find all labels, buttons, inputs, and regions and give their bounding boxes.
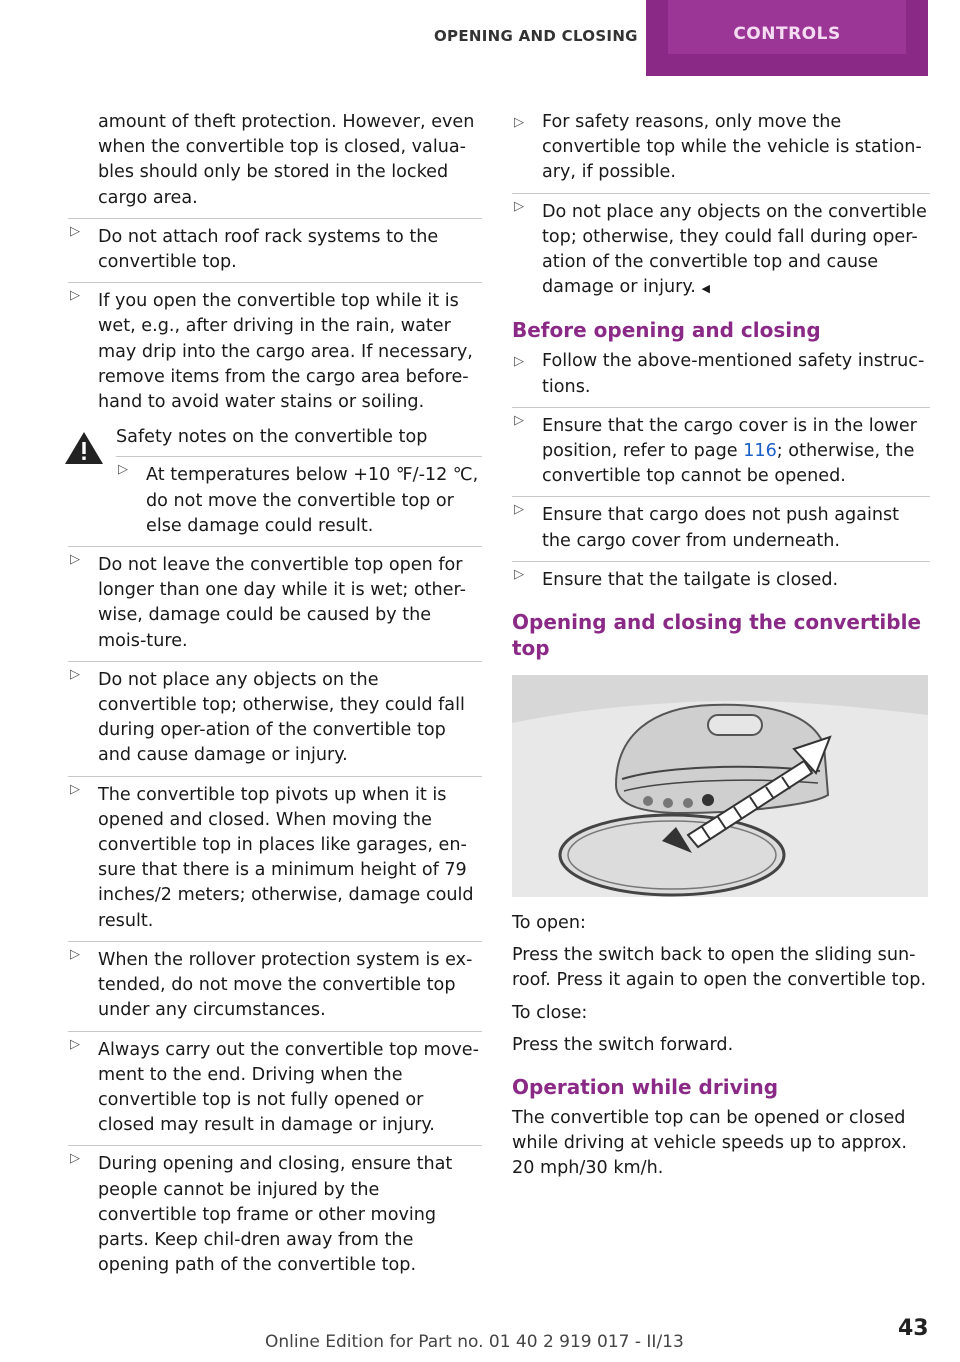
list-item: ▷ Do not place any objects on the convertible top; otherwise, they could fall during oper-ation of the convertible top and cause damage or injury. bbox=[68, 661, 482, 769]
end-mark-icon: ◀ bbox=[701, 282, 710, 296]
heading-before-opening: Before opening and closing bbox=[512, 318, 821, 343]
intro-paragraph: amount of theft protection. However, even when the convertible top is closed, valua-bles should only be stored in the locked cargo area. bbox=[98, 112, 475, 208]
warning-title: Safety notes on the convertible top bbox=[116, 427, 428, 448]
section-title: OPENING AND CLOSING bbox=[434, 27, 638, 45]
list-item: ▷ Always carry out the convertible top move-ment to the end. Driving when the convertible top is not fully opened or closed may result in damage or injury. bbox=[68, 1031, 482, 1139]
list-item: ▷ Do not leave the convertible top open for longer than one day while it is wet; other-wise, damage could be caused by the mois-ture. bbox=[68, 546, 482, 654]
chapter-tab bbox=[646, 0, 928, 76]
right-column bbox=[512, 110, 930, 1189]
warning-box bbox=[68, 425, 482, 539]
to-close-label: To close: bbox=[512, 1002, 588, 1023]
heading-opening-closing: Opening and closing the convertible top bbox=[512, 610, 922, 661]
warning-list-item: ▷ At temperatures below +10 ℉/-12 ℃, do not move the convertible top or else damage could result. bbox=[116, 456, 482, 539]
switch-diagram bbox=[512, 675, 928, 897]
list-item: ▷ The convertible top pivots up when it is opened and closed. When moving the convertible top in places like garages, en-sure that there is a minimum height of 79 inches/2 meters; otherwise, damage could result. bbox=[68, 776, 482, 934]
list-item: ▷ For safety reasons, only move the convertible top while the vehicle is station-ary, if possible. bbox=[512, 110, 930, 186]
driving-text: The convertible top can be opened or closed while driving at vehicle speeds up to approx. 20 mph/30 km/h. bbox=[512, 1108, 908, 1179]
to-close-text: Press the switch forward. bbox=[512, 1034, 734, 1055]
list-item: ▷ Ensure that the tailgate is closed. bbox=[512, 561, 930, 593]
list-item: ▷ If you open the convertible top while it is wet, e.g., after driving in the rain, water may drip into the cargo area. If necessary, remove items from the cargo area before-hand to avoid water stains or soiling. bbox=[68, 282, 482, 415]
cargo-text-post: ; otherwise, the convertible top cannot be opened. bbox=[542, 441, 915, 487]
list-item-text: Do not place any objects on the convertible top; otherwise, they could fall during oper-ation of the convertible top and cause damage or injury. bbox=[542, 201, 927, 298]
convertible-top-switch-illustration bbox=[512, 675, 928, 897]
list-item: ▷ When the rollover protection system is ex-tended, do not move the convertible top under any circumstances. bbox=[68, 941, 482, 1024]
chapter-label: CONTROLS bbox=[668, 0, 906, 54]
list-item-end bbox=[512, 193, 930, 302]
to-open-label: To open: bbox=[512, 913, 586, 934]
heading-operation-driving: Operation while driving bbox=[512, 1075, 779, 1100]
page-number: 43 bbox=[898, 1316, 929, 1341]
cargo-text-pre: Ensure that the cargo cover is in the lower position, refer to page bbox=[542, 415, 917, 462]
list-item: ▷ Ensure that cargo does not push against the cargo cover from underneath. bbox=[512, 496, 930, 553]
left-column bbox=[68, 110, 482, 1285]
list-item: ▷ Do not attach roof rack systems to the convertible top. bbox=[68, 218, 482, 275]
warning-triangle-icon bbox=[64, 431, 104, 465]
page-link[interactable]: 116 bbox=[743, 441, 777, 462]
to-open-text: Press the switch back to open the sliding sun-roof. Press it again to open the convertible top. bbox=[512, 945, 927, 991]
list-item-cargo-cover bbox=[512, 407, 930, 490]
footer-edition: Online Edition for Part no. 01 40 2 919 017 - II/13 bbox=[265, 1332, 684, 1352]
list-item: ▷ Follow the above-mentioned safety instruc-tions. bbox=[512, 349, 930, 399]
list-item: ▷ During opening and closing, ensure that people cannot be injured by the convertible top frame or other moving parts. Keep chil-dren away from the opening path of the convertible top. bbox=[68, 1145, 482, 1278]
